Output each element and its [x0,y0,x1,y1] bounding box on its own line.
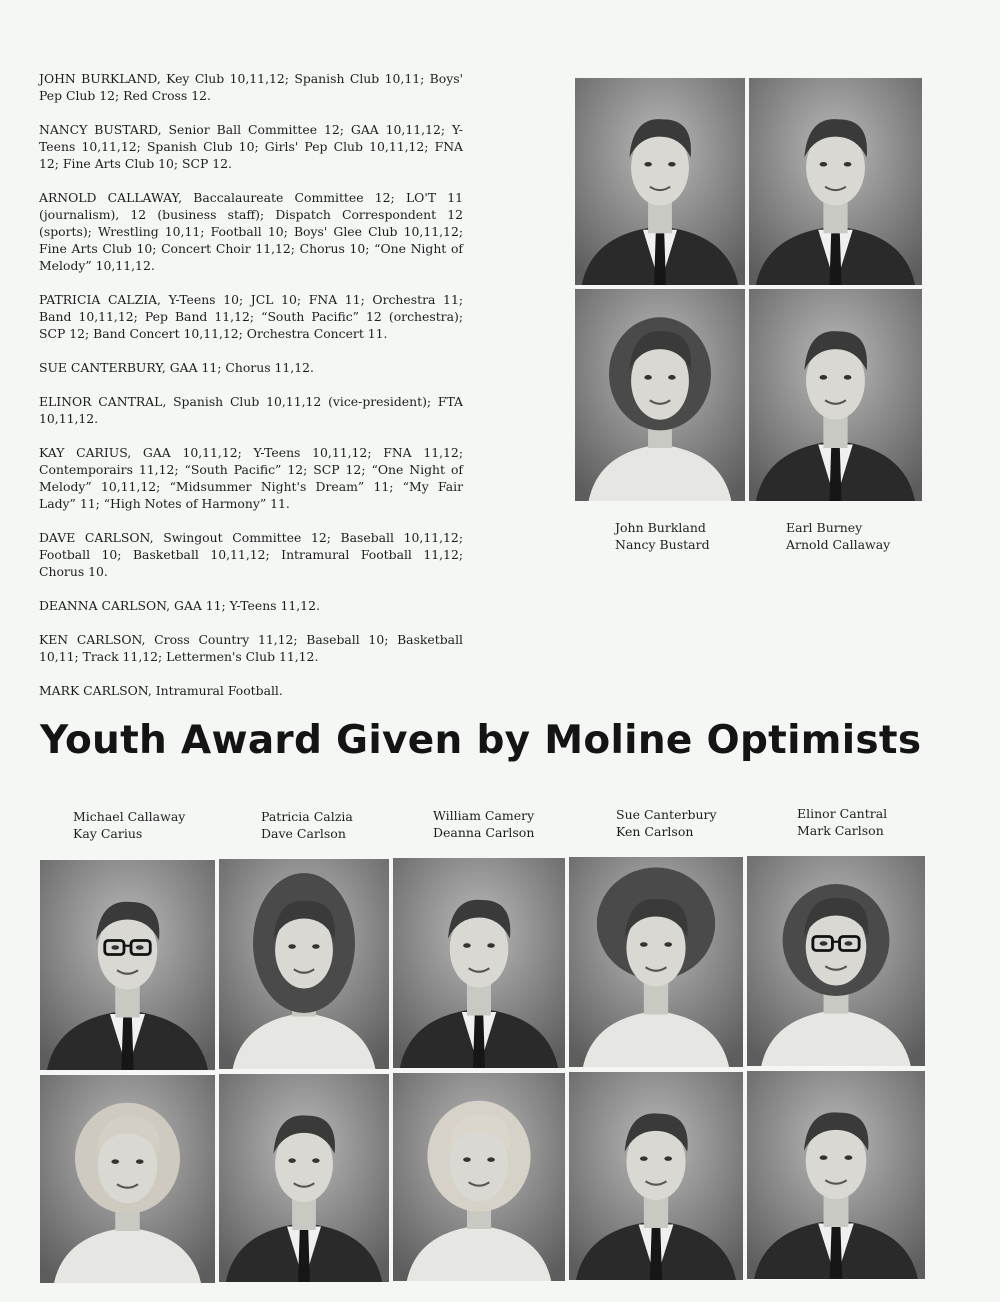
bottom-caption-col-3 [433,807,534,841]
bio-arnold-callaway: ARNOLD CALLAWAY, Baccalaureate Committee 12; LO'T 11 (journalism), 12 (business staff); Dispatch Correspondent 12 (sports); Wrestling 10,11; Football 10; Boys' Glee Club 10,11,12; Fine Arts Club 10; Concert Choir 11,12; Chorus 10; “One Night of Melody” 10,11,12. [39,190,463,273]
caption-name: Michael Callaway [73,809,186,824]
bio-ken-carlson: KEN CARLSON, Cross Country 11,12; Baseball 10; Basketball 10,11; Track 11,12; Lettermen's Club 11,12. [39,632,463,664]
bottom-caption-col-4 [616,806,717,840]
portrait-photo [747,1071,925,1279]
bio-deanna-carlson: DEANNA CARLSON, GAA 11; Y-Teens 11,12. [39,598,320,613]
caption-name: Arnold Callaway [786,537,891,552]
top-caption-left [615,519,710,553]
caption-name: Elinor Cantral [797,806,888,821]
bio-kay-carius: KAY CARIUS, GAA 10,11,12; Y-Teens 10,11,12; FNA 11,12; Contemporairs 11,12; “South Pacific” 12; SCP 12; “One Night of Melody” 10,11,12; “Midsummer Night's Dream” 11; “My Fair Lady” 11; “High Notes of Harmony” 11. [39,445,463,511]
portrait-photo [749,289,922,501]
caption-name: Earl Burney [786,520,863,535]
caption-name: Sue Canterbury [616,807,717,822]
portrait-photo [749,78,922,285]
caption-name: Dave Carlson [261,826,346,841]
bio-nancy-bustard: NANCY BUSTARD, Senior Ball Committee 12; GAA 10,11,12; Y-Teens 10,11,12; Spanish Club 10; Girls' Pep Club 10,11,12; FNA 12; Fine Arts Club 10; SCP 12. [39,122,463,171]
caption-name: Mark Carlson [797,823,884,838]
caption-name: Deanna Carlson [433,825,535,840]
caption-name: Nancy Bustard [615,537,710,552]
caption-name: Patricia Calzia [261,809,353,824]
caption-name: John Burkland [615,520,706,535]
headline: Youth Award Given by Moline Optimists [40,718,922,763]
bottom-caption-col-2 [261,808,353,842]
bio-dave-carlson: DAVE CARLSON, Swingout Committee 12; Baseball 10,11,12; Football 10; Basketball 10,11,12; Intramural Football 11,12; Chorus 10. [39,530,463,579]
portrait-photo [393,858,565,1068]
bio-sue-canterbury: SUE CANTERBURY, GAA 11; Chorus 11,12. [39,360,314,375]
bio-elinor-cantral: ELINOR CANTRAL, Spanish Club 10,11,12 (vice-president); FTA 10,11,12. [39,394,463,426]
portrait-photo [393,1073,565,1281]
bio-john-burkland: JOHN BURKLAND, Key Club 10,11,12; Spanish Club 10,11; Boys' Pep Club 12; Red Cross 12. [39,71,463,103]
caption-name: Kay Carius [73,826,143,841]
portrait-photo [575,78,745,285]
biographies [39,70,463,699]
portrait-photo [747,856,925,1066]
caption-name: William Camery [433,808,535,823]
portrait-photo [40,1075,215,1283]
portrait-photo [219,859,389,1069]
top-caption-right [786,519,890,553]
portrait-photo [569,1072,743,1280]
portrait-photo [569,857,743,1067]
bio-mark-carlson: MARK CARLSON, Intramural Football. [39,683,283,698]
caption-name: Ken Carlson [616,824,694,839]
bottom-caption-col-1 [73,808,185,842]
bio-patricia-calzia: PATRICIA CALZIA, Y-Teens 10; JCL 10; FNA 11; Orchestra 11; Band 10,11,12; Pep Band 11,12; “South Pacific” 12 (orchestra); SCP 12; Band Concert 10,11,12; Orchestra Concert 11. [39,292,463,341]
portrait-photo [40,860,215,1070]
portrait-photo [575,289,745,501]
bottom-caption-col-5 [797,805,887,839]
portrait-photo [219,1074,389,1282]
